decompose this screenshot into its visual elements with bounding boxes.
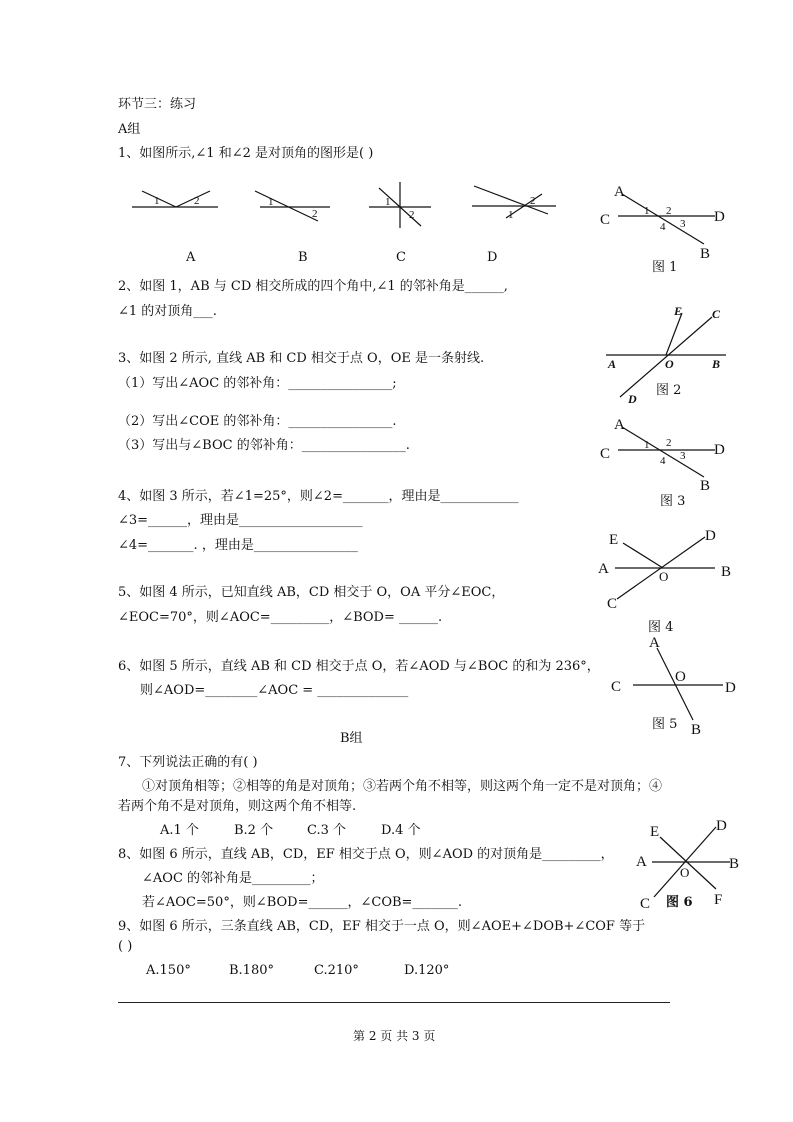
q1-a-num1: 1 bbox=[154, 195, 160, 207]
fig3-label-c: C bbox=[600, 446, 611, 462]
fig2-caption: 图 2 bbox=[656, 383, 682, 398]
q9-option-c: C.210° bbox=[314, 963, 359, 978]
q7-option-d: D.4 个 bbox=[381, 823, 421, 838]
q4-line2: ∠3=______，理由是___________________ bbox=[118, 513, 363, 528]
group-a-heading: A组 bbox=[118, 122, 141, 137]
q9-option-d: D.120° bbox=[404, 963, 450, 978]
fig4-label-o: O bbox=[659, 569, 669, 584]
fig2-label-a: A bbox=[608, 357, 617, 371]
q1-d-num1: 1 bbox=[508, 209, 514, 221]
fig4-label-d: D bbox=[705, 528, 716, 544]
fig2-label-e: E bbox=[674, 304, 683, 318]
page-number: 第 2 页 共 3 页 bbox=[353, 1029, 436, 1043]
fig3-num-4: 4 bbox=[660, 455, 666, 467]
fig5-label-c: C bbox=[611, 679, 622, 695]
q7-line3: 若两个角不是对顶角，则这两个角不相等. bbox=[118, 799, 357, 814]
q1-option-b: B bbox=[298, 250, 308, 265]
q3-line3: （2）写出∠COE 的邻补角：________________. bbox=[118, 414, 397, 429]
q7-option-b: B.2 个 bbox=[234, 823, 274, 838]
fig4-label-a: A bbox=[598, 561, 609, 577]
fig1-label-c: C bbox=[600, 212, 611, 228]
q9-option-b: B.180° bbox=[229, 963, 274, 978]
q1-d-num2: 2 bbox=[530, 195, 536, 207]
q3-line4: （3）写出与∠BOC 的邻补角：________________. bbox=[118, 438, 410, 453]
fig6-label-c: C bbox=[640, 896, 651, 912]
q1-b-num1: 1 bbox=[268, 196, 274, 208]
q9-line2: ( ) bbox=[118, 939, 133, 954]
group-b-heading: B组 bbox=[340, 731, 363, 746]
fig4-label-b: B bbox=[721, 564, 732, 580]
fig3-num-1: 1 bbox=[644, 439, 650, 451]
figure-4 bbox=[595, 525, 740, 615]
q1-c-num1: 1 bbox=[385, 196, 391, 208]
fig6-label-d: D bbox=[716, 818, 727, 834]
fig1-caption: 图 1 bbox=[652, 260, 678, 275]
fig6-label-e: E bbox=[650, 824, 660, 840]
q2-line1: 2、如图 1，AB 与 CD 相交所成的四个角中,∠1 的邻补角是______, bbox=[118, 279, 508, 294]
q1-figure-c bbox=[365, 180, 435, 230]
fig6-label-f: F bbox=[714, 892, 723, 908]
q2-line2: ∠1 的对顶角___. bbox=[118, 304, 217, 319]
fig6-label-b: B bbox=[729, 856, 740, 872]
q3-line1: 3、如图 2 所示, 直线 AB 和 CD 相交于点 O，OE 是一条射线. bbox=[118, 351, 485, 366]
fig6-label-o: O bbox=[680, 865, 690, 880]
question-1: 1、如图所示,∠1 和∠2 是对顶角的图形是( ) bbox=[118, 146, 374, 161]
fig6-label-a: A bbox=[636, 854, 647, 870]
fig1-num-1: 1 bbox=[644, 205, 650, 217]
q1-c-num2: 2 bbox=[409, 209, 415, 221]
fig3-label-d: D bbox=[714, 442, 725, 458]
q1-option-a: A bbox=[186, 250, 196, 265]
figure-3 bbox=[600, 413, 730, 493]
q8-line1: 8、如图 6 所示，直线 AB，CD，EF 相交于点 O，则∠AOD 的对顶角是_________， bbox=[118, 847, 614, 862]
q4-line3: ∠4=_______. ，理由是________________ bbox=[118, 538, 358, 553]
fig4-caption: 图 4 bbox=[648, 620, 674, 635]
fig2-label-c: C bbox=[712, 307, 721, 321]
fig3-num-2: 2 bbox=[666, 437, 672, 449]
figure-1 bbox=[600, 180, 730, 260]
fig1-num-2: 2 bbox=[666, 205, 672, 217]
q6-line2: 则∠AOD=________∠AOC = ______________ bbox=[140, 683, 409, 698]
q9-line1: 9、如图 6 所示，三条直线 AB，CD，EF 相交于一点 O，则∠AOE+∠DOB+∠COF 等于 bbox=[118, 919, 646, 934]
fig5-label-d: D bbox=[725, 680, 736, 696]
fig2-label-o: O bbox=[665, 357, 674, 371]
q4-line1: 4、如图 3 所示，若∠1=25°，则∠2=_______，理由是____________ bbox=[118, 489, 519, 504]
q7-option-c: C.3 个 bbox=[307, 823, 347, 838]
fig5-label-a: A bbox=[649, 635, 660, 651]
fig1-num-4: 4 bbox=[660, 221, 666, 233]
q5-line1: 5、如图 4 所示，已知直线 AB，CD 相交于 O，OA 平分∠EOC， bbox=[118, 585, 505, 600]
fig1-label-d: D bbox=[714, 209, 725, 225]
fig5-caption: 图 5 bbox=[652, 717, 678, 732]
q7-line2: ①对顶角相等；②相等的角是对顶角；③若两个角不相等，则这两个角一定不是对顶角；④ bbox=[142, 779, 663, 794]
q5-line2: ∠EOC=70°，则∠AOC=_________，∠BOD= ______. bbox=[118, 610, 443, 625]
q1-figure-a bbox=[130, 185, 220, 225]
fig4-label-e: E bbox=[609, 532, 619, 548]
q8-line2: ∠AOC 的邻补角是_________； bbox=[142, 871, 324, 886]
q1-figure-b bbox=[250, 185, 340, 225]
fig3-num-3: 3 bbox=[680, 450, 686, 462]
fig4-label-c: C bbox=[607, 596, 618, 612]
fig6-caption: 图 6 bbox=[666, 895, 693, 910]
footer-divider bbox=[118, 1002, 670, 1003]
q6-line1: 6、如图 5 所示，直线 AB 和 CD 相交于点 O，若∠AOD 与∠BOC 的和为 236°， bbox=[118, 659, 600, 674]
q7-line1: 7、下列说法正确的有( ) bbox=[118, 755, 258, 770]
q3-line2: （1）写出∠AOC 的邻补角：________________; bbox=[118, 376, 397, 391]
fig2-label-b: B bbox=[712, 357, 721, 371]
fig1-label-b: B bbox=[700, 246, 711, 262]
q1-a-num2: 2 bbox=[194, 195, 200, 207]
fig3-caption: 图 3 bbox=[660, 494, 686, 509]
fig5-label-o: O bbox=[675, 669, 686, 685]
q8-line3: 若∠AOC=50°，则∠BOD=______，∠COB=_______. bbox=[142, 895, 463, 910]
fig1-num-3: 3 bbox=[680, 218, 686, 230]
fig5-label-b: B bbox=[691, 722, 702, 738]
q1-option-d: D bbox=[487, 250, 498, 265]
fig3-label-b: B bbox=[700, 478, 711, 494]
q1-figure-d bbox=[470, 182, 560, 226]
q9-option-a: A.150° bbox=[146, 963, 191, 978]
q1-option-c: C bbox=[396, 250, 406, 265]
fig1-label-a: A bbox=[614, 184, 625, 200]
q1-b-num2: 2 bbox=[312, 208, 318, 220]
section-title: 环节三：练习 bbox=[118, 97, 197, 112]
fig2-label-d: D bbox=[628, 392, 637, 406]
q7-option-a: A.1 个 bbox=[160, 823, 199, 838]
fig3-label-a: A bbox=[614, 417, 625, 433]
